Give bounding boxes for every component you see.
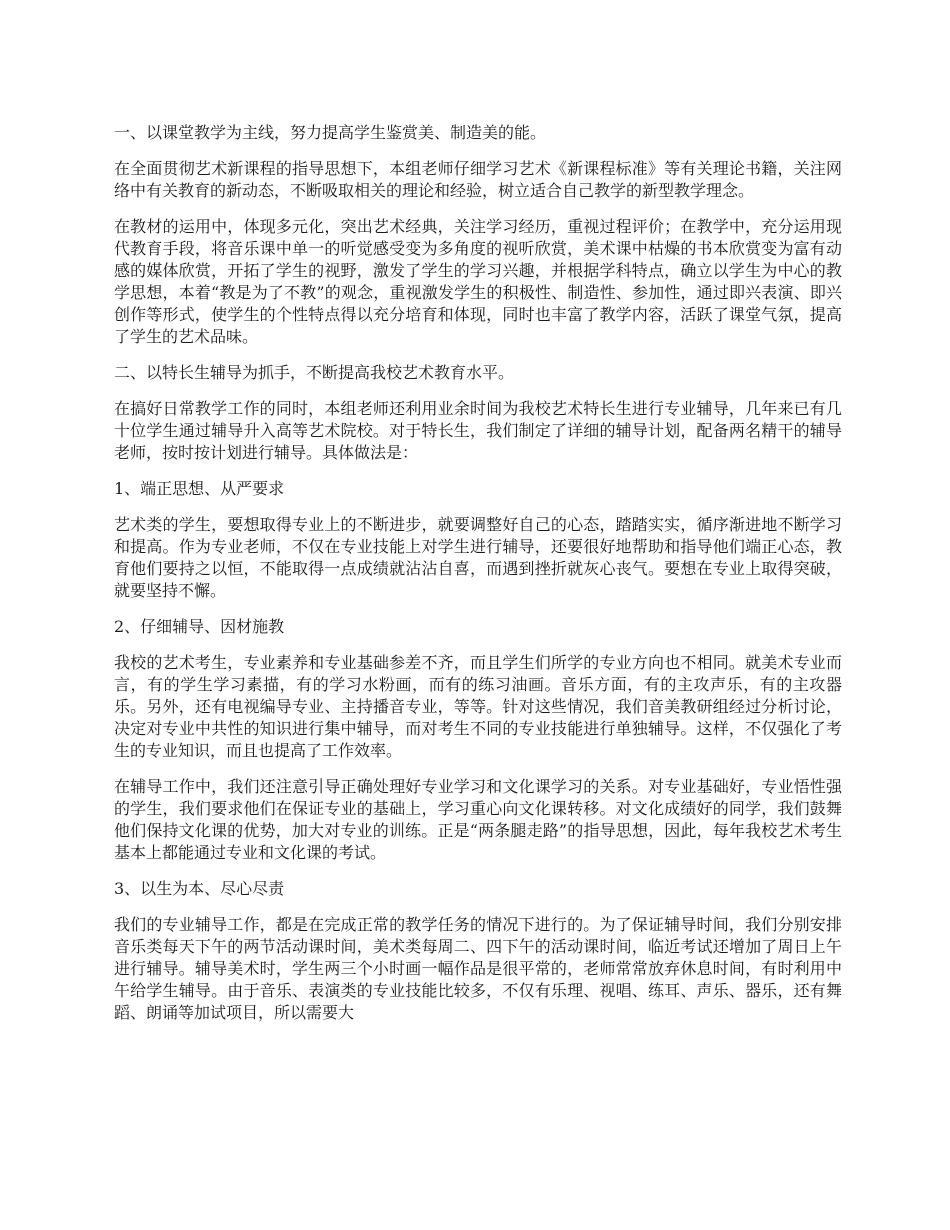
paragraph-2: 在教材的运用中，体现多元化，突出艺术经典，关注学习经历，重视过程评价；在教学中，充分运用现代教育手段，将音乐课中单一的听觉感受变为多角度的视听欣赏，美术课中枯燥的书本欣赏变为富有动感的媒体欣赏，开拓了学生的视野，激发了学生的学习兴趣，并根据学科特点，确立以学生为中心的教学思想，本着“教是为了不教”的观念，重视激发学生的积极性、制造性、参加性，通过即兴表演、即兴创作等形式，使学生的个性特点得以充分培育和体现，同时也丰富了教学内容，活跃了课堂气氛，提高了学生的艺术品味。 [114, 217, 842, 346]
paragraph-6: 在辅导工作中，我们还注意引导正确处理好专业学习和文化课学习的关系。对专业基础好，专业悟性强的学生，我们要求他们在保证专业的基础上，学习重心向文化课转移。对文化成绩好的同学，我们鼓舞他们保持文化课的优势，加大对专业的训练。正是“两条腿走路”的指导思想，因此，每年我校艺术考生基本上都能通过专业和文化课的考试。 [114, 777, 842, 862]
paragraph-4: 艺术类的学生，要想取得专业上的不断进步，就要调整好自己的心态，踏踏实实，循序渐进地不断学习和提高。作为专业老师，不仅在专业技能上对学生进行辅导，还要很好地帮助和指导他们端正心态，教育他们要持之以恒，不能取得一点成绩就沾沾自喜，而遇到挫折就灰心丧气。要想在专业上取得突破，就要坚持不懈。 [114, 515, 842, 600]
subheading-1: 1、端正思想、从严要求 [114, 479, 285, 498]
paragraph-1: 在全面贯彻艺术新课程的指导思想下，本组老师仔细学习艺术《新课程标准》等有关理论书籍，关注网络中有关教育的新动态，不断吸取相关的理论和经验，树立适合自己教学的新型教学理念。 [114, 159, 842, 200]
section-heading-1: 一、以课堂教学为主线，努力提高学生鉴赏美、制造美的能。 [114, 123, 547, 142]
subheading-3: 3、以生为本、尽心尽责 [114, 879, 285, 898]
paragraph-3: 在搞好日常教学工作的同时，本组老师还利用业余时间为我校艺术特长生进行专业辅导，几年来已有几十位学生通过辅导升入高等艺术院校。对于特长生，我们制定了详细的辅导计划，配备两名精干的辅导老师，按时按计划进行辅导。具体做法是： [114, 399, 842, 462]
paragraph-7: 我们的专业辅导工作，都是在完成正常的教学任务的情况下进行的。为了保证辅导时间，我们分别安排音乐类每天下午的两节活动课时间，美术类每周二、四下午的活动课时间，临近考试还增加了周日上午进行辅导。辅导美术时，学生两三个小时画一幅作品是很平常的，老师常常放弃休息时间，有时利用中午给学生辅导。由于音乐、表演类的专业技能比较多，不仅有乐理、视唱、练耳、声乐、器乐，还有舞蹈、朗诵等加试项目，所以需要大 [114, 915, 842, 1022]
section-heading-2: 二、以特长生辅导为抓手，不断提高我校艺术教育水平。 [114, 363, 515, 382]
document-body [114, 122, 842, 1038]
paragraph-5: 我校的艺术考生，专业素养和专业基础参差不齐，而且学生们所学的专业方向也不相同。就美术专业而言，有的学生学习素描，有的学习水粉画，而有的练习油画。音乐方面，有的主攻声乐，有的主攻器乐。另外，还有电视编导专业、主持播音专业，等等。针对这些情况，我们音美教研组经过分析讨论，决定对专业中共性的知识进行集中辅导，而对考生不同的专业技能进行单独辅导。这样，不仅强化了考生的专业知识，而且也提高了工作效率。 [114, 653, 842, 760]
subheading-2: 2、仔细辅导、因材施教 [114, 617, 285, 636]
